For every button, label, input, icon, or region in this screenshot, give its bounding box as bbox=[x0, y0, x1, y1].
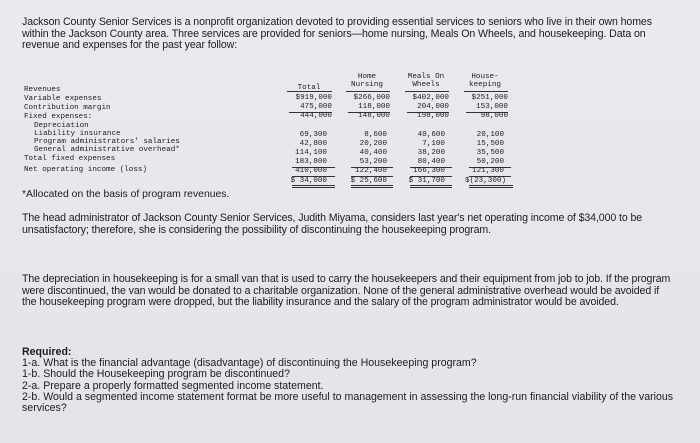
cell-value: 166,300 bbox=[413, 167, 445, 175]
header-total: Total bbox=[297, 84, 321, 92]
cell-value: $402,000 bbox=[412, 94, 449, 102]
cell-value: $ 31,700 bbox=[408, 177, 445, 185]
required-item-2b: 2-b. Would a segmented income statement format be more useful to management in assessing the long-run financial viability of the various services? bbox=[22, 390, 674, 415]
cell-value: 42,800 bbox=[299, 140, 327, 148]
row-label: Liability insurance bbox=[34, 130, 121, 138]
cell-value: 40,600 bbox=[417, 131, 445, 139]
row-label: Variable expenses bbox=[24, 95, 102, 103]
row-label: Program administrators' salaries bbox=[34, 138, 180, 146]
total-double-rule bbox=[351, 185, 393, 188]
row-label: Total fixed expenses bbox=[24, 155, 116, 163]
header-meals-on-wheels bbox=[401, 74, 451, 89]
cell-value: 118,000 bbox=[358, 103, 390, 111]
required-list bbox=[22, 358, 682, 414]
row-label: General administrative overhead* bbox=[34, 146, 180, 154]
header-housekeeping-line2: keeping bbox=[469, 80, 501, 89]
header-housekeeping bbox=[460, 74, 510, 89]
cell-value: $(23,300) bbox=[464, 177, 506, 185]
footnote: *Allocated on the basis of program revenues. bbox=[22, 189, 230, 200]
cell-value: 153,000 bbox=[476, 103, 508, 111]
required-item-1b: 1-b. Should the Housekeeping program be discontinued? bbox=[22, 368, 290, 381]
header-housekeeping-line1: House- bbox=[471, 73, 499, 81]
row-label: Revenues bbox=[24, 86, 61, 94]
required-heading: Required: bbox=[22, 346, 72, 358]
header-rule bbox=[405, 91, 449, 92]
total-double-rule bbox=[292, 185, 335, 188]
row-label: Net operating income (loss) bbox=[24, 166, 148, 174]
cell-value: 40,400 bbox=[359, 149, 387, 157]
cell-value: 121,300 bbox=[472, 167, 504, 175]
cell-value: 98,000 bbox=[480, 112, 508, 120]
row-label: Fixed expenses: bbox=[24, 113, 93, 121]
cell-value: 69,300 bbox=[299, 131, 327, 139]
cell-value: $266,000 bbox=[353, 94, 390, 102]
intro-paragraph: Jackson County Senior Services is a nonprofit organization devoted to providing essential services to seniors who live in their own homes within the Jackson County area. Three services are provided for seniors—home nursing, Meals On Wheels, and housekeeping. Data on revenue and expenses for the past year follow: bbox=[22, 16, 652, 51]
paragraph-depreciation: The depreciation in housekeeping is for a small van that is used to carry the housekeepers and their equipment from job to job. If the program were discontinued, the van would be donated to a charitable organization. None of the general administrative overhead would be avoided if the housekeeping program were dropped, but the liability insurance and the salary of the program administrator would be avoided. bbox=[22, 273, 671, 308]
cell-value: 20,100 bbox=[476, 131, 504, 139]
cell-value: 7,100 bbox=[422, 140, 445, 148]
cell-value: 475,000 bbox=[300, 103, 332, 111]
cell-value: 204,000 bbox=[417, 103, 449, 111]
cell-value: 410,000 bbox=[295, 167, 327, 175]
header-meals-line2: Wheels bbox=[412, 80, 440, 89]
cell-value: 444,000 bbox=[300, 112, 332, 120]
total-double-rule bbox=[469, 185, 513, 188]
cell-value: 80,400 bbox=[417, 158, 445, 166]
cell-value: $919,000 bbox=[295, 94, 332, 102]
header-rule bbox=[287, 91, 332, 92]
required-item-2a: 2-a. Prepare a properly formatted segmented income statement. bbox=[22, 379, 324, 392]
cell-value: $ 34,000 bbox=[290, 177, 327, 185]
header-meals-line1: Meals On bbox=[407, 73, 445, 81]
cell-value: 38,200 bbox=[417, 149, 445, 157]
header-home-nursing-line1: Home bbox=[357, 73, 377, 81]
cell-value: 8,600 bbox=[364, 131, 387, 139]
cell-value: $ 25,600 bbox=[350, 177, 387, 185]
cell-value: 15,500 bbox=[476, 140, 504, 148]
cell-value: $251,000 bbox=[471, 94, 508, 102]
cell-value: 148,000 bbox=[358, 112, 390, 120]
row-label: Contribution margin bbox=[24, 104, 111, 112]
cell-value: 183,800 bbox=[295, 158, 327, 166]
cell-value: 20,200 bbox=[359, 140, 387, 148]
cell-value: 35,500 bbox=[476, 149, 504, 157]
cell-value: 198,000 bbox=[417, 112, 449, 120]
cell-value: 114,100 bbox=[295, 149, 327, 157]
header-home-nursing bbox=[342, 74, 392, 89]
paragraph-administrator: The head administrator of Jackson County Senior Services, Judith Miyama, considers last year's net operating income of $34,000 to be unsatisfactory; therefore, she is considering the possibility of discontinuing the housekeeping program. bbox=[22, 212, 643, 236]
header-rule bbox=[464, 91, 508, 92]
total-double-rule bbox=[410, 185, 452, 188]
financial-table bbox=[24, 74, 700, 186]
cell-value: 50,200 bbox=[476, 158, 504, 166]
cell-value: 53,200 bbox=[359, 158, 387, 166]
cell-value: 122,400 bbox=[355, 167, 387, 175]
header-home-nursing-line2: Nursing bbox=[351, 80, 383, 89]
header-rule bbox=[346, 91, 390, 92]
row-label: Depreciation bbox=[34, 122, 89, 130]
required-item-1a: 1-a. What is the financial advantage (disadvantage) of discontinuing the Housekeeping program? bbox=[22, 357, 477, 369]
